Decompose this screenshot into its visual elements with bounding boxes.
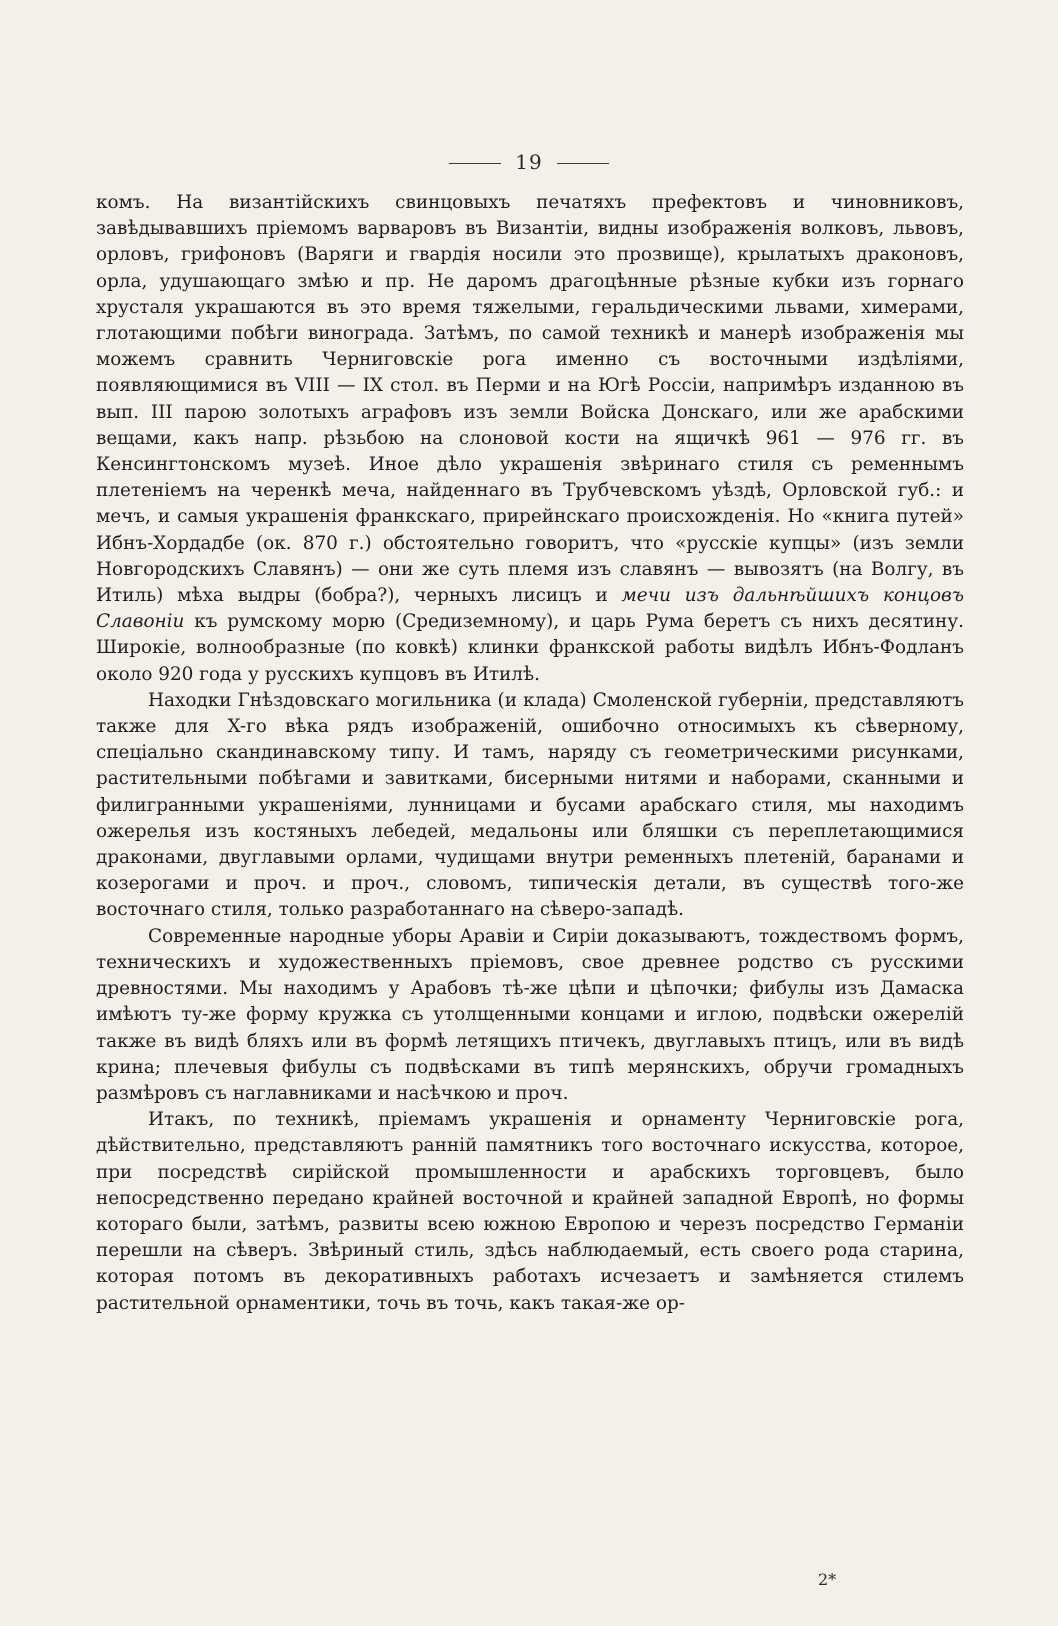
paragraph-4: Итакъ, по техникѣ, пріемамъ украшенія и орнаменту Черниговскіе рога, дѣйствительно, представляютъ ранній памятникъ того восточнаго искусства, которое, при посредствѣ сирійской промышленности и арабскихъ торговцевъ, было непосредственно передано крайней восточной и крайней западной Европѣ, но формы котораго были, затѣмъ, развиты всею южною Европою и черезъ посредство Германіи перешли на сѣверъ. Звѣриный стиль, здѣсь наблюдаемый, есть своего рода старина, которая потомъ въ декоративныхъ работахъ исчезаетъ и замѣняется стилемъ растительной орнаментики, точь въ точь, какъ такая-же ор- <box>96 1109 964 1314</box>
paragraph-1-italic: мечи изъ дальнѣйшихъ концовъ Славоніи <box>96 585 964 633</box>
paragraph-1-text-b: къ румскому морю (Средиземному), и царь Рума беретъ съ нихъ десятину. Широкіе, волнообразные (по ковкѣ) клинки франкской работы видѣлъ Ибнъ-Фодланъ около 920 года у русскихъ купцовъ въ Итилѣ. <box>96 611 964 685</box>
paragraph-3: Современные народные уборы Аравіи и Сиріи доказываютъ, тождествомъ формъ, техническихъ и художественныхъ пріемовъ, свое древнее родство съ русскими древностями. Мы находимъ у Арабовъ тѣ-же цѣпи и цѣпочки; фибулы изъ Дамаска имѣютъ ту-же форму кружка съ утолщенными концами и иглою, подвѣски ожерелій также въ видѣ бляхъ или въ формѣ летящихъ птичекъ, двуглавыхъ птицъ, или въ видѣ крина; плечевыя фибулы съ подвѣсками въ типѣ мерянскихъ, обручи громадныхъ размѣровъ съ наглавниками и насѣчкою и проч. <box>96 925 964 1104</box>
page-number: 19 <box>515 150 543 174</box>
paragraph-1 <box>96 190 964 688</box>
header-rule-left <box>449 163 501 164</box>
header-rule-right <box>557 163 609 164</box>
body-text <box>96 190 964 1317</box>
paragraph-2: Находки Гнѣздовскаго могильника (и клада) Смоленской губерніи, представляютъ также для X-го вѣка рядъ изображеній, ошибочно относимыхъ къ сѣверному, спеціально скандинавскому типу. И тамъ, наряду съ геометрическими рисунками, растительными побѣгами и завитками, бисерными нитями и наборами, сканными и филигранными украшеніями, лунницами и бусами арабскаго стиля, мы находимъ ожерелья изъ костяныхъ лебедей, медальоны или бляшки съ переплетающимися драконами, двуглавыми орлами, чудищами внутри ременныхъ плетеній, баранами и козерогами и проч. и проч., словомъ, типическія детали, въ существѣ того-же восточнаго стиля, только разработаннаго на сѣверо-западѣ. <box>96 689 964 921</box>
paragraph-1-text-a: комъ. На византійскихъ свинцовыхъ печатяхъ префектовъ и чиновниковъ, завѣдывавшихъ пріемомъ варваровъ въ Византіи, видны изображенія волковъ, львовъ, орловъ, грифоновъ (Варяги и гвардія носили это прозвище), крылатыхъ драконовъ, орла, удушающаго змѣю и пр. Не даромъ драгоцѣнные рѣзные кубки изъ горнаго хрусталя украшаются въ это время тяжелыми, геральдическими львами, химерами, глотающими побѣги винограда. Затѣмъ, по самой техникѣ и манерѣ изображенія мы можемъ сравнить Черниговскіе рога именно съ восточными издѣліями, появляющимися въ VIII — IX стол. въ Перми и на Югѣ Россіи, напримѣръ изданною въ вып. III парою золотыхъ аграфовъ изъ земли Войска Донскаго, или же арабскими вещами, какъ напр. рѣзьбою на слоновой кости на ящичкѣ 961 — 976 гг. въ Кенсингтонскомъ музеѣ. Иное дѣло украшенія звѣринаго стиля съ ременнымъ плетеніемъ на черенкѣ меча, найденнаго въ Трубчевскомъ уѣздѣ, Орловской губ.: и мечъ, и самыя украшенія франкскаго, прирейнскаго происхожденія. Но «книга путей» Ибнъ-Хордадбе (ок. 870 г.) обстоятельно говоритъ, что «русскіе купцы» (изъ земли Новгородскихъ Славянъ) — они же суть племя изъ славянъ — вывозятъ (на Волгу, въ Итиль) мѣха выдры (бобра?), черныхъ лисицъ и <box>96 192 964 607</box>
page-header <box>0 150 1058 174</box>
signature-mark: 2* <box>818 1570 837 1589</box>
